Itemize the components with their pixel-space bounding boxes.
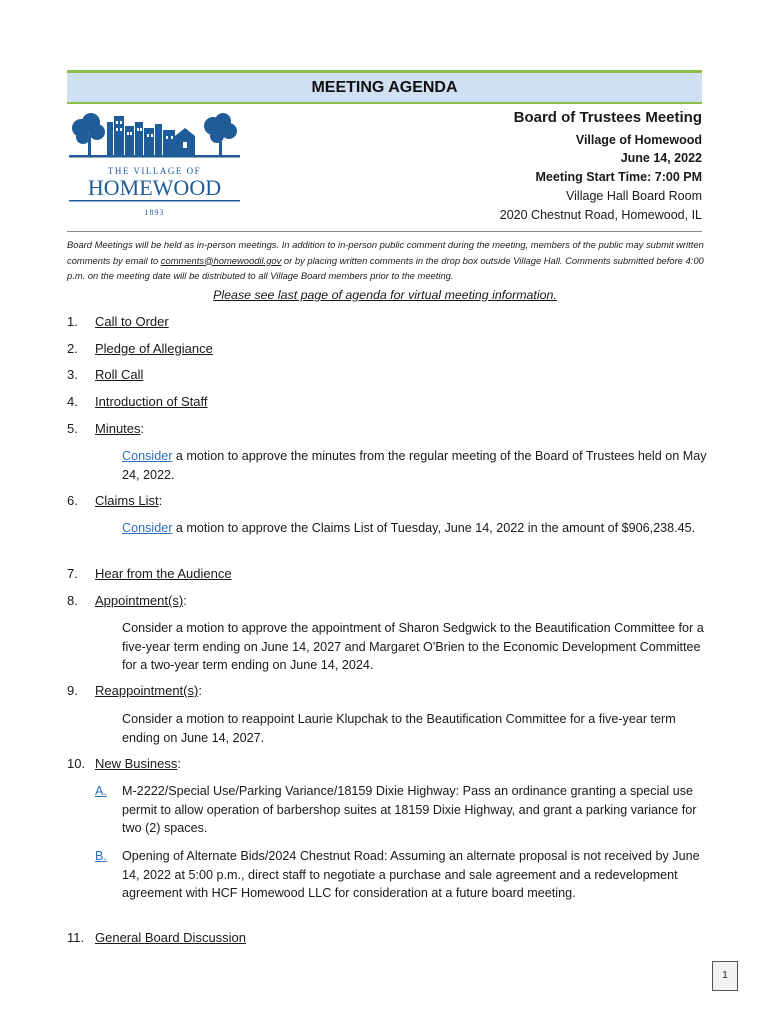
new-business-text: Opening of Alternate Bids/2024 Chestnut Road: Assuming an alternate proposal is not received by June 14, 2022 at 5:00 p.m., direct staff to negotiate a purchase and sale agreement and a redevelopment agreement with HCF Homewood LLC for consideration at a future board meeting. <box>122 849 700 900</box>
agenda-item <box>67 367 143 382</box>
claims-consider-link[interactable]: Consider <box>122 521 173 535</box>
agenda-item <box>67 756 181 771</box>
appointments-description: Consider a motion to approve the appointment of Sharon Sedgwick to the Beautification Committee for a five-year term ending on June 14, 2027 and Margaret O'Brien to the Economic Development Committee for a two-year term ending on June 14, 2024. <box>122 621 704 672</box>
item-number: 10. <box>67 756 86 771</box>
homewood-logo <box>67 112 242 220</box>
item-label[interactable]: Hear from the Audience <box>95 566 232 581</box>
virtual-meeting-note: Please see last page of agenda for virtual meeting information. <box>213 288 557 302</box>
agenda-item <box>67 394 208 409</box>
item-label[interactable]: Appointment(s) <box>95 593 184 608</box>
meeting-notice <box>67 237 707 284</box>
agenda-item <box>67 493 162 508</box>
agenda-item <box>67 314 169 329</box>
item-colon: : <box>140 421 145 436</box>
claims-description-text: a motion to approve the Claims List of Tuesday, June 14, 2022 in the amount of $906,238.45. <box>172 521 696 535</box>
new-business-letter-link[interactable]: B. <box>95 849 107 863</box>
item-colon: : <box>198 683 202 698</box>
item-label[interactable]: Claims List <box>95 493 159 508</box>
agenda-item <box>67 683 202 698</box>
item-label[interactable]: Minutes <box>95 421 141 436</box>
meeting-start-time: Meeting Start Time: 7:00 PM <box>535 170 702 184</box>
meeting-date: June 14, 2022 <box>620 151 702 165</box>
item-colon: : <box>158 493 163 508</box>
new-business-letter-link[interactable]: A. <box>95 784 107 798</box>
item-colon: : <box>183 593 187 608</box>
item-label[interactable]: General Board Discussion <box>95 930 247 945</box>
item-number: 6. <box>67 493 78 508</box>
agenda-item <box>67 421 144 436</box>
logo-year: 1893 <box>144 208 165 217</box>
item-number: 9. <box>67 683 78 698</box>
notice-text-1: Board Meetings will be held as in-person meetings. In addition to in-person public comment during the meeting, members of the public may submit written comments by email to <box>67 239 704 266</box>
agenda-item <box>67 341 213 356</box>
item-number: 8. <box>67 593 78 608</box>
header-rule <box>67 231 702 232</box>
item-colon: : <box>177 756 181 771</box>
agenda-item <box>67 930 246 945</box>
minutes-consider-link[interactable]: Consider <box>122 449 173 463</box>
item-number: 11. <box>67 930 85 945</box>
agenda-item <box>67 566 232 581</box>
item-label[interactable]: Call to Order <box>95 314 169 329</box>
claims-description <box>122 519 707 538</box>
item-number: 2. <box>67 341 78 356</box>
page-number: 1 <box>712 961 738 991</box>
item-label[interactable]: Introduction of Staff <box>95 394 208 409</box>
item-label[interactable]: Pledge of Allegiance <box>95 341 213 356</box>
item-number: 4. <box>67 394 78 409</box>
item-number: 1. <box>67 314 78 329</box>
comments-email-link[interactable]: comments@homewoodil.gov <box>160 254 282 266</box>
item-number: 5. <box>67 421 78 436</box>
notice-text-2: or by placing written comments in the drop box outside Village Hall. Comments submitted before 4:00 p.m. on the meeting date will be distributed to all Village Board members prior to the meeting. <box>67 254 704 281</box>
new-business-text: M-2222/Special Use/Parking Variance/18159 Dixie Highway: Pass an ordinance granting a special use permit to allow operation of barbershop suites at 18159 Dixie Highway, and grant a parking variance for two (2) spaces. <box>122 784 697 835</box>
meeting-room: Village Hall Board Room <box>566 189 702 203</box>
village-name: Village of Homewood <box>575 133 702 147</box>
agenda-title: MEETING AGENDA <box>311 79 458 96</box>
new-business-item <box>95 847 707 903</box>
minutes-description-text: a motion to approve the minutes from the regular meeting of the Board of Trustees held on May 24, 2022. <box>122 449 707 482</box>
item-number: 3. <box>67 367 78 382</box>
meeting-title: Board of Trustees Meeting <box>513 109 702 126</box>
meeting-address: 2020 Chestnut Road, Homewood, IL <box>499 208 702 222</box>
item-label[interactable]: New Business <box>95 756 178 771</box>
agenda-banner <box>67 70 702 102</box>
item-label[interactable]: Roll Call <box>95 367 144 382</box>
item-number: 7. <box>67 566 78 581</box>
new-business-item <box>95 782 707 838</box>
item-label[interactable]: Reappointment(s) <box>95 683 199 698</box>
banner-rule <box>67 102 702 104</box>
logo-top-text: THE VILLAGE OF <box>107 166 202 176</box>
reappointments-description: Consider a motion to reappoint Laurie Klupchak to the Beautification Committee for a five-year term ending on June 14, 2027. <box>122 712 676 745</box>
logo-name: HOMEWOOD <box>87 175 222 200</box>
minutes-description <box>122 447 707 484</box>
agenda-item <box>67 593 187 608</box>
